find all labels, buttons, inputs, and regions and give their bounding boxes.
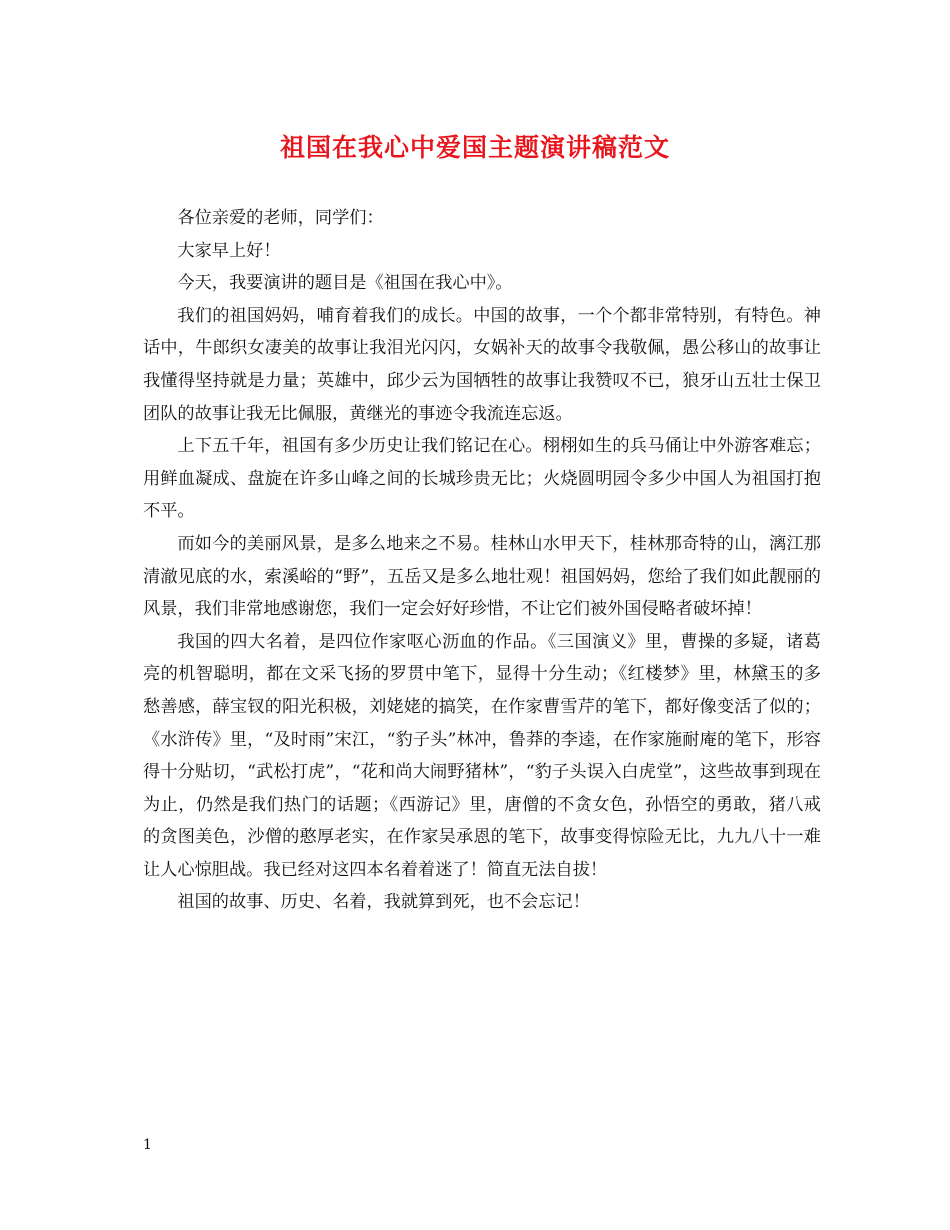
paragraph-good-morning: 大家早上好！ (177, 240, 281, 261)
paragraph-greeting: 各位亲爱的老师，同学们： (177, 208, 384, 228)
document-body (143, 202, 821, 919)
paragraph-closing: 祖国的故事、历史、名着，我就算到死，也不会忘记！ (177, 892, 590, 913)
paragraph-stories: 我们的祖国妈妈，哺育着我们的成长。中国的故事，一个个都非常特别，有特色。神话中，牛郎织女凄美的故事让我泪光闪闪，女娲补天的故事令我敬佩，愚公移山的故事让我懂得坚持就是力量；英雄中，邱少云为国牺牲的故事让我赞叹不已，狼牙山五壮士保卫团队的故事让我无比佩服，黄继光的事迹令我流连忘返。 (143, 305, 821, 424)
paragraph-scenery: 而如今的美丽风景，是多么地来之不易。桂林山水甲天下，桂林那奇特的山，漓江那清澈见底的水，索溪峪的“野”，五岳又是多么地壮观！祖国妈妈，您给了我们如此靓丽的风景，我们非常地感谢您，我们一定会好好珍惜，不让它们被外国侵略者破坏掉！ (143, 533, 821, 620)
paragraph-classics: 我国的四大名着，是四位作家呕心沥血的作品。《三国演义》里，曹操的多疑，诸葛亮的机智聪明，都在文采飞扬的罗贯中笔下，显得十分生动；《红楼梦》里，林黛玉的多愁善感，薛宝钗的阳光积极，刘姥姥的搞笑，在作家曹雪芹的笔下，都好像变活了似的；《水浒传》里，“及时雨”宋江，“豹子头”林冲，鲁莽的李逵，在作家施耐庵的笔下，形容得十分贴切，“武松打虎”，“花和尚大闹野猪林”，“豹子头误入白虎堂”，这些故事到现在为止，仍然是我们热门的话题；《西游记》里，唐僧的不贪女色，孙悟空的勇敢，猪八戒的贪图美色，沙僧的憨厚老实，在作家吴承恩的笔下，故事变得惊险无比，九九八十一难让人心惊胆战。我已经对这四本名着着迷了！简直无法自拔！ (143, 631, 821, 880)
paragraph-history: 上下五千年，祖国有多少历史让我们铭记在心。栩栩如生的兵马俑让中外游客难忘；用鲜血凝成、盘旋在许多山峰之间的长城珍贵无比；火烧圆明园令多少中国人为祖国打抱不平。 (143, 436, 821, 522)
document-title: 祖国在我心中爱国主题演讲稿范文 (279, 133, 670, 162)
page-number: 1 (143, 1137, 152, 1153)
paragraph-topic: 今天，我要演讲的题目是《祖国在我心中》。 (177, 273, 513, 294)
